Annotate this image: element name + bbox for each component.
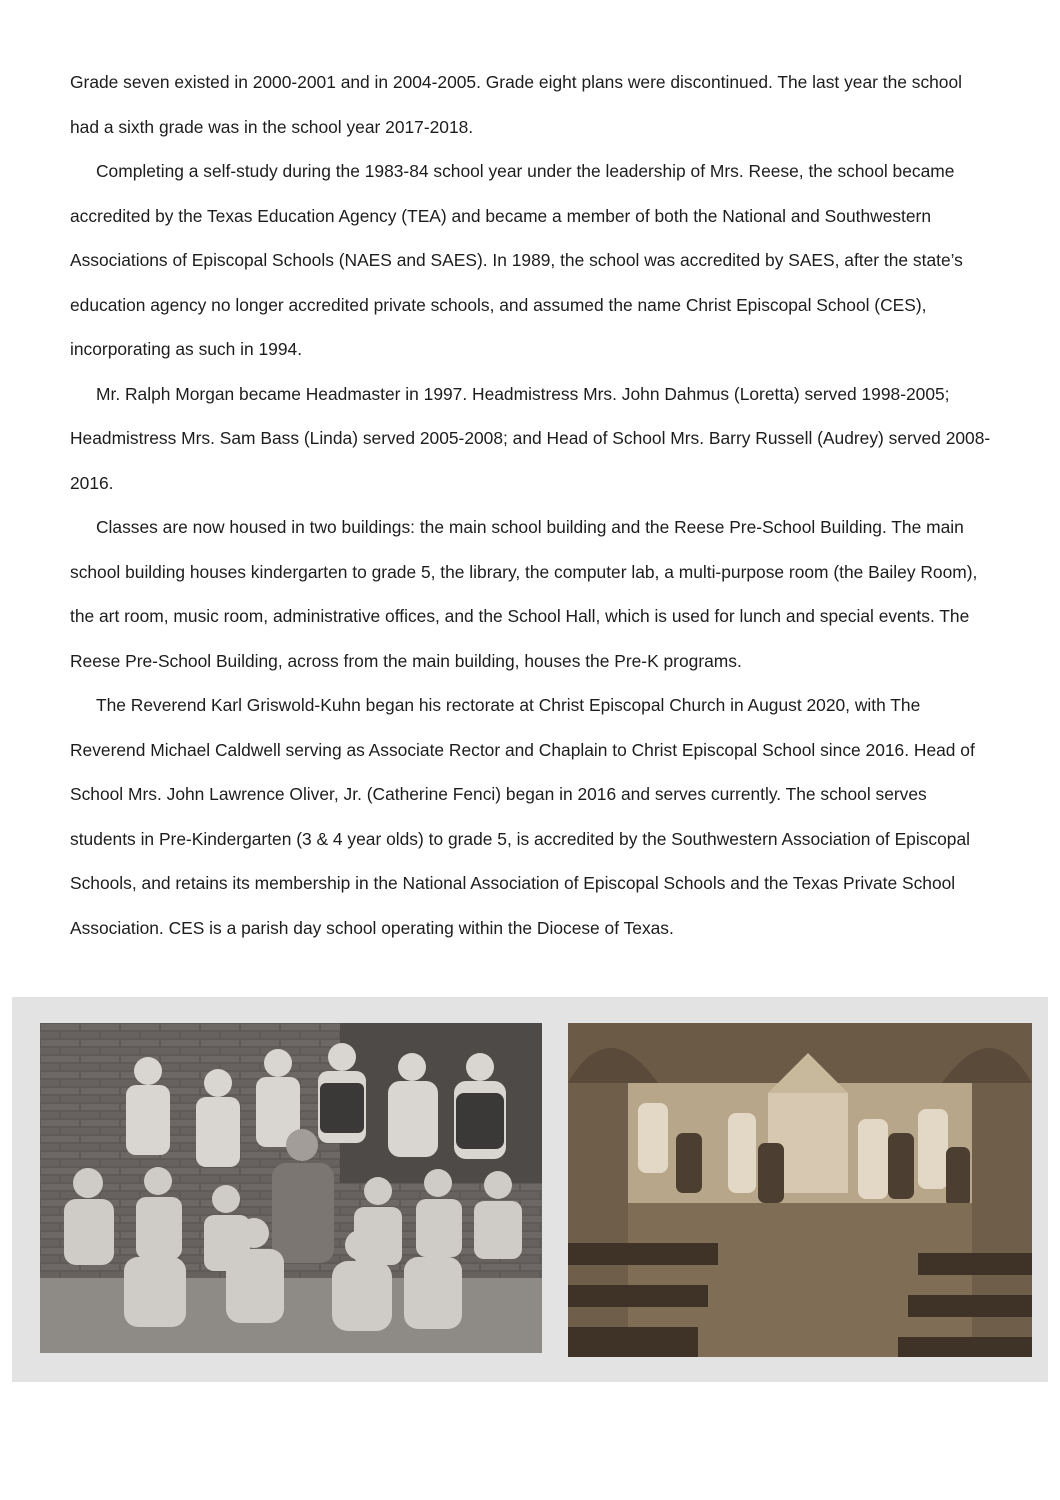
document-body <box>70 60 995 950</box>
paragraph-accreditation: Completing a self-study during the 1983-84 school year under the leadership of Mrs. Reese, the school became accredited by the Texas Education Agency (TEA) and became a member of both the National and Southwestern Associations of Episcopal Schools (NAES and SAES). In 1989, the school was accredited by SAES, after the state’s education agency no longer accredited private schools, and assumed the name Christ Episcopal School (CES), incorporating as such in 1994. <box>70 161 963 359</box>
class-photo <box>40 1023 542 1353</box>
paragraph-grades: Grade seven existed in 2000-2001 and in 2004-2005. Grade eight plans were discontinued. The last year the school had a sixth grade was in the school year 2017-2018. <box>70 72 963 137</box>
paragraph-headmasters: Mr. Ralph Morgan became Headmaster in 1997. Headmistress Mrs. John Dahmus (Loretta) served 1998-2005; Headmistress Mrs. Sam Bass (Linda) served 2005-2008; and Head of School Mrs. Barry Russell (Audrey) served 2008-2016. <box>70 383 991 493</box>
church-photo <box>568 1023 1032 1357</box>
paragraph-buildings: Classes are now housed in two buildings: the main school building and the Reese Pre-School Building. The main school building houses kindergarten to grade 5, the library, the computer lab, a multi-purpose room (the Bailey Room), the art room, music room, administrative offices, and the School Hall, which is used for lunch and special events. The Reese Pre-School Building, across from the main building, houses the Pre-K programs. <box>70 517 978 671</box>
paragraph-current-leadership: The Reverend Karl Griswold-Kuhn began his rectorate at Christ Episcopal Church in August 2020, with The Reverend Michael Caldwell serving as Associate Rector and Chaplain to Christ Episcopal School since 2016. Head of School Mrs. John Lawrence Oliver, Jr. (Catherine Fenci) began in 2016 and serves currently. The school serves students in Pre-Kindergarten (3 & 4 year olds) to grade 5, is accredited by the Southwestern Association of Episcopal Schools, and retains its membership in the National Association of Episcopal Schools and the Texas Private School Association. CES is a parish day school operating within the Diocese of Texas. <box>70 695 975 938</box>
photo-panel <box>12 997 1048 1382</box>
